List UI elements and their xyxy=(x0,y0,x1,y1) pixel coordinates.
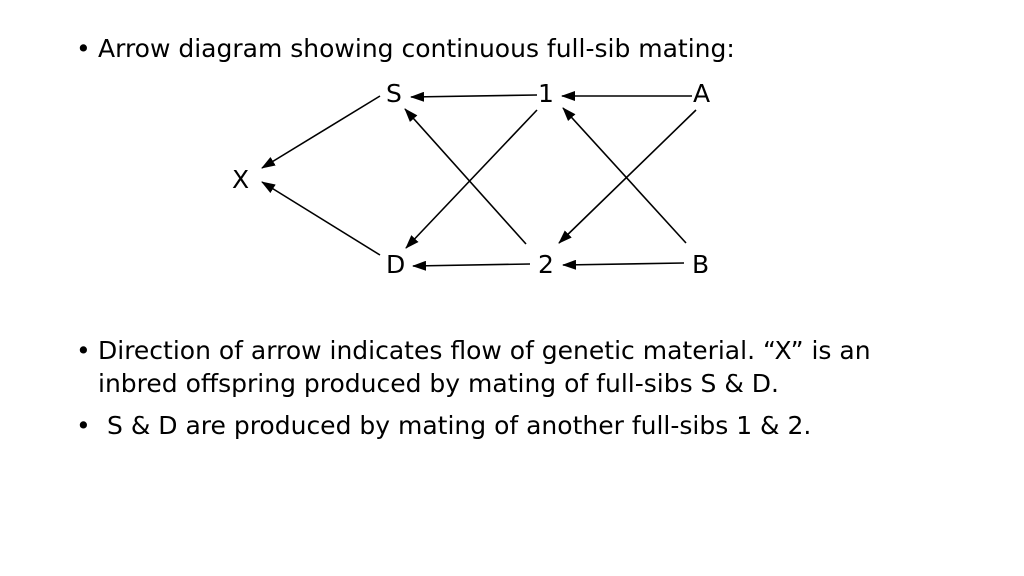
bullet-marker: • xyxy=(76,411,91,440)
bullet-item-2 xyxy=(76,334,976,404)
arrow-B-to-2 xyxy=(563,263,684,265)
arrow-A-to-2 xyxy=(559,110,696,243)
node-A: A xyxy=(693,79,711,108)
bullet-text-sd-parents: S & D are produced by mating of another full-sibs 1 & 2. xyxy=(107,411,812,440)
bullet-text-arrow-direction: Direction of arrow indicates flow of genetic material. “X” is an inbred offspring produced by mating of full-sibs S & D. xyxy=(98,336,871,398)
node-S: S xyxy=(386,79,402,108)
node-D: D xyxy=(386,250,406,279)
bullet-text-diagram-intro: Arrow diagram showing continuous full-sib mating: xyxy=(98,34,735,63)
bullet-item-3 xyxy=(76,409,976,443)
arrow-B-to-1 xyxy=(563,108,686,243)
bullet-marker: • xyxy=(76,34,91,63)
arrow-1-to-S xyxy=(411,95,537,97)
bullet-marker: • xyxy=(76,336,91,365)
node-1: 1 xyxy=(538,79,554,108)
arrow-S-to-X xyxy=(262,96,380,168)
arrow-1-to-D xyxy=(406,110,537,248)
arrow-2-to-D xyxy=(413,264,530,266)
node-2: 2 xyxy=(538,250,554,279)
node-X: X xyxy=(232,165,250,194)
node-B: B xyxy=(692,250,710,279)
arrow-D-to-X xyxy=(262,182,380,255)
arrow-2-to-S xyxy=(405,109,526,244)
